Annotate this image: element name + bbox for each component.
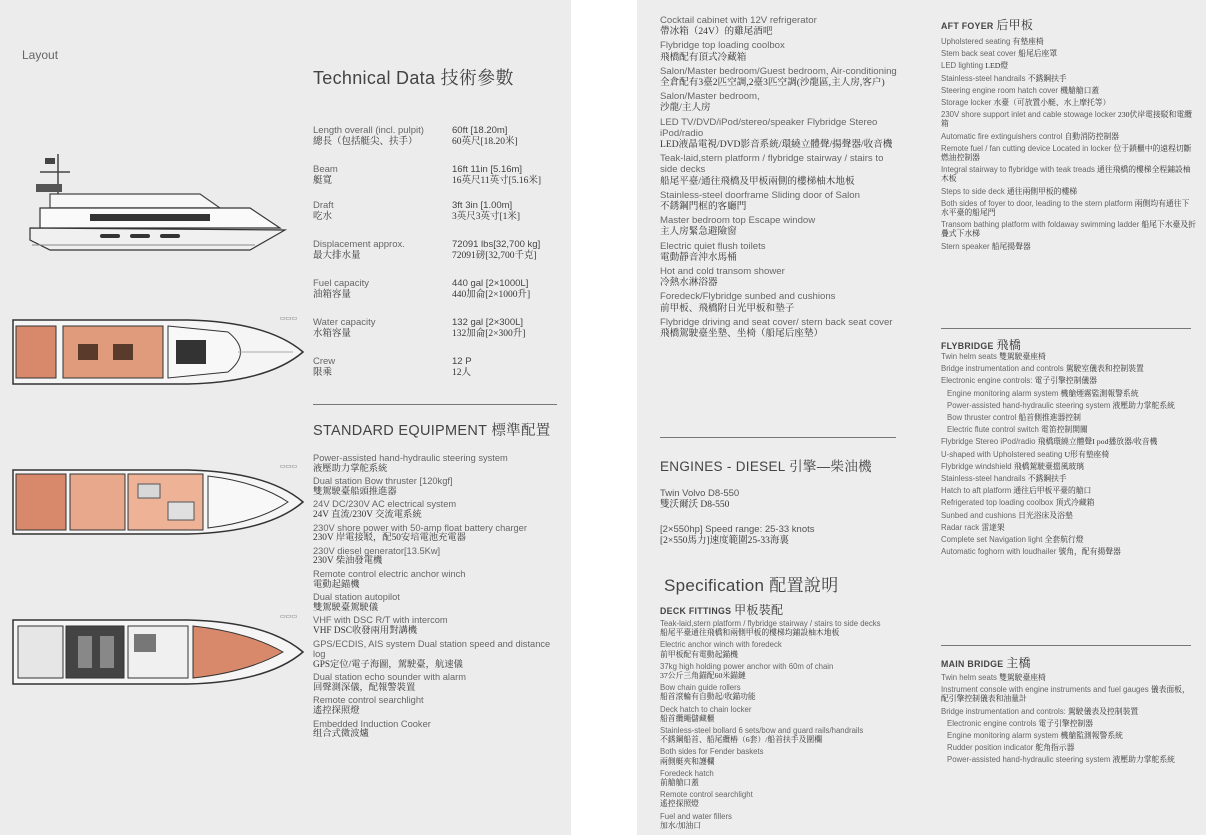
list-item [941, 474, 1196, 483]
item-en: Automatic foghorn with loudhailer [941, 547, 1057, 557]
item-cn: GPS定位/電子海圖，駕駛臺，航速儀 [313, 659, 463, 670]
item-en: Stainless-steel handrails [941, 73, 1026, 83]
item-en: Sunbed and cushions [941, 510, 1016, 520]
list-item [660, 726, 915, 744]
item-cn: 飛橋駕駛臺擋風玻璃 [1013, 461, 1084, 471]
item-cn: 船首纜繩儲藏櫃 [660, 713, 715, 723]
spec-label-en: Displacement approx. [313, 239, 405, 250]
engine-speed-cn: [2×550馬力]速度範圍25-33海裏 [660, 535, 789, 546]
item-en: Both sides for Fender baskets [660, 747, 764, 757]
item-cn: 船尾平臺/通往飛橋及甲板兩側的樓梯柚木地板 [660, 175, 855, 187]
spec-label-en: Water capacity [313, 317, 376, 328]
item-cn: 儀表面板，配引擎控制儀表和油量計 [941, 685, 1190, 704]
item-en: VHF with DSC R/T with intercom [313, 615, 448, 626]
item-cn: 有墊座椅 [1012, 37, 1044, 46]
divider [941, 645, 1191, 646]
list-item [941, 61, 1196, 70]
item-en: 230V shore support inlet and cable stowage locker [941, 110, 1116, 120]
spec-value [452, 356, 571, 379]
item-en: Twin helm seats [941, 673, 997, 682]
list-item [313, 499, 558, 520]
list-item [941, 132, 1196, 141]
item-cn: 電動靜音沖水馬桶 [660, 251, 737, 263]
item-cn: 船尾下水臺及折疊式下水梯 [941, 220, 1196, 239]
item-cn: 不銹鋼門框的客廳門 [660, 201, 747, 213]
item-cn: 全套航行燈 [1044, 535, 1084, 545]
item-en: LED TV/DVD/iPod/stereo/speaker Flybridge Stereo iPod/radio [660, 116, 878, 139]
list-item [941, 450, 1196, 459]
list-item [660, 40, 900, 62]
spec-value-cn: 132加侖[2×300升] [452, 328, 526, 339]
item-cn: 電子引擎控制儀器 [1034, 376, 1097, 386]
list-item [941, 685, 1196, 703]
spec-label [313, 125, 451, 148]
item-cn: 主人房緊急避險窗 [660, 226, 737, 238]
item-cn: 船首滾輪有自動起/收錨功能 [660, 692, 756, 702]
spec-label [313, 239, 451, 262]
item-en: Steps to side deck [941, 186, 1005, 196]
list-item [941, 144, 1196, 162]
list-item [660, 91, 900, 113]
list-item [660, 266, 900, 288]
item-cn: 液壓助力掌舵系統 [313, 463, 388, 474]
spec-label [313, 356, 451, 379]
item-cn: 前艙艙口蓋 [660, 778, 699, 788]
list-item [941, 364, 1196, 373]
item-en: Flybridge windshield [941, 461, 1012, 471]
aft-foyer-heading-cn: 后甲板 [996, 18, 1034, 32]
list-item [941, 719, 1196, 728]
item-cn: 液壓助力掌舵系統 [1112, 755, 1175, 765]
item-cn: 頂式冷藏箱 [1055, 498, 1095, 508]
flybridge-plan-drawing [8, 312, 308, 392]
item-en: Power-assisted hand-hydraulic steering system [947, 400, 1111, 410]
item-en: Flybridge driving and seat cover/ stern back seat cover [660, 316, 893, 328]
item-cn: 回聲測深儀，配報警裝置 [313, 682, 416, 693]
spec-label-en: Draft [313, 200, 334, 211]
item-en: GPS/ECDIS, AIS system Dual station speed and distance log [313, 638, 551, 660]
item-cn: 不銹鋼扶手 [1027, 73, 1067, 83]
deck-fittings-heading-en: DECK FITTINGS [660, 606, 732, 616]
list-item [660, 790, 915, 808]
spec-value [452, 164, 571, 187]
item-en: Dual station autopilot [313, 592, 400, 603]
item-en: Stainless-steel doorframe Sliding door of Salon [660, 189, 860, 201]
item-en: Dual station echo sounder with alarm [313, 672, 466, 683]
item-cn: 帶冰箱（24V）的雞尾酒吧 [660, 26, 773, 38]
item-en: Dual station Bow thruster [120kgf] [313, 476, 453, 487]
list-item [313, 719, 558, 740]
item-en: Radar rack [941, 522, 980, 532]
item-en: Teak-laid,stern platform / flybridge stairway / stairs to side decks [660, 619, 881, 628]
item-cn: 機艙煙霧監測報警系統 [1060, 388, 1139, 398]
item-en: Power-assisted hand-hydraulic steering system [313, 453, 508, 463]
list-item [941, 389, 1196, 398]
item-en: Hatch to aft platform [941, 486, 1012, 496]
spec-value-cn: 12人 [452, 367, 472, 378]
item-en: Integral stairway to flybridge with teak treads [941, 165, 1095, 175]
spec-label-cn: 吃水 [313, 211, 333, 222]
list-item [660, 291, 900, 313]
engines-body [660, 488, 900, 547]
item-cn: 船尾后座罩 [1018, 49, 1058, 59]
list-item [941, 511, 1196, 520]
item-cn: 自動消防控制器 [1064, 131, 1120, 141]
list-item [313, 592, 558, 613]
item-cn: 駕駛儀表及控制裝置 [1068, 706, 1139, 716]
item-en: 37kg high holding power anchor with 60m of chain [660, 661, 834, 671]
item-en: Rudder position indicator [947, 743, 1034, 753]
item-en: Remote control searchlight [313, 695, 424, 706]
spec-label [313, 278, 451, 301]
item-cn: 飛橋配有頂式冷藏箱 [660, 51, 747, 63]
item-en: Electric quiet flush toilets [660, 240, 766, 252]
item-en: Bow chain guide rollers [660, 683, 741, 693]
item-en: Bow thruster control [947, 413, 1017, 423]
item-en: Hot and cold transom shower [660, 266, 785, 278]
item-cn: 不銹鋼扶手 [1027, 474, 1067, 484]
item-en: Flybridge top loading coolbox [660, 40, 785, 52]
list-item [660, 117, 900, 151]
item-en: Stern speaker [941, 241, 990, 251]
flybridge-heading-cn: 飛橋 [996, 338, 1022, 352]
layout-label: Layout [22, 48, 59, 62]
item-cn: 機艙艙口蓋 [1060, 85, 1100, 95]
list-item [660, 812, 915, 830]
list-item [941, 523, 1196, 532]
list-item [660, 619, 915, 637]
item-cn: 兩側均有通往下水平臺的船尾門 [941, 198, 1190, 218]
item-en: Storage locker [941, 98, 992, 108]
item-en: Engine monitoring alarm system [947, 731, 1059, 741]
spec-label-cn: 水箱容量 [313, 328, 352, 339]
item-cn: 電動起錨機 [313, 579, 360, 590]
item-en: Automatic fire extinguishers control [941, 131, 1063, 141]
spec-value-cn: 16英尺11英寸[5.16米] [452, 175, 542, 186]
spec-value-cn: 60英尺[18.20米] [452, 136, 518, 147]
item-cn: 日光浴床及浴墊 [1018, 510, 1073, 520]
list-item [313, 695, 558, 716]
list-item [941, 242, 1196, 251]
item-cn: 230伏岸電接駁和電纜箱 [941, 110, 1192, 129]
list-item [941, 86, 1196, 95]
list-item [660, 215, 900, 237]
item-cn: 加水/加油口 [660, 820, 702, 830]
item-cn: 雙駕駛臺座椅 [999, 352, 1046, 361]
item-cn: 舵角指示器 [1035, 743, 1075, 753]
spec-label-cn: 最大排水量 [313, 250, 361, 261]
item-cn: VHF DSC收發兩用對講機 [313, 625, 418, 636]
item-en: Salon/Master bedroom, [660, 91, 760, 103]
left-page [0, 0, 571, 835]
item-en: Electronic engine controls: [941, 376, 1033, 386]
item-en: Stainless-steel bollard 6 sets/bow and guard rails/handrails [660, 726, 864, 736]
list-item [660, 640, 915, 658]
spec-value-en: 12 P [452, 356, 472, 367]
aft-foyer-heading [941, 16, 1033, 33]
list-item [313, 672, 558, 693]
list-item [941, 110, 1196, 128]
list-item [941, 187, 1196, 196]
list-item [660, 747, 915, 765]
spec-value-en: 440 gal [2×1000L] [452, 278, 529, 289]
list-item [660, 15, 900, 37]
list-item [313, 523, 558, 544]
list-item [941, 437, 1196, 446]
list-item [941, 413, 1196, 422]
item-en: Electric flute control switch [947, 425, 1039, 435]
item-en: Foredeck/Flybridge sunbed and cushions [660, 291, 836, 303]
list-item [660, 66, 900, 88]
list-item [941, 731, 1196, 740]
spec-value [452, 278, 571, 301]
spec-label-en: Length overall (incl. pulpit) [313, 125, 424, 136]
list-item [313, 639, 558, 671]
deck-fittings-heading-cn: 甲板裝配 [734, 603, 784, 617]
item-cn: 前甲板配有電動起錨機 [660, 649, 738, 659]
item-en: Refrigerated top loading coolbox [941, 498, 1054, 508]
yacht-profile-drawing [10, 150, 295, 265]
spec-label [313, 200, 451, 223]
item-cn: 不銹鋼船首、船尾纜樁（6套）/船首扶手及圍欄 [660, 735, 823, 745]
item-en: 230V shore power with 50-amp float battery charger [313, 522, 527, 533]
item-en: U-shaped with Upholstered seating [941, 449, 1063, 459]
item-cn: 230V 岸電接駁，配50安培電池充電器 [313, 533, 466, 544]
item-cn: 沙龍/主人房 [660, 102, 711, 114]
spec-label-cn: 總長（包括艇尖、扶手） [313, 136, 418, 147]
list-item [313, 546, 558, 567]
item-en: Instrument console with engine instruments and fuel gauges [941, 685, 1149, 695]
item-en: Engine monitoring alarm system [947, 388, 1059, 398]
item-en: Electronic engine controls [947, 718, 1037, 728]
item-cn: 船尾揚聲器 [991, 241, 1031, 251]
item-cn: 船尾平臺通往飛橋和兩側甲板的樓梯均鋪設柚木地板 [660, 628, 840, 638]
main-bridge-list [941, 673, 1196, 768]
item-cn: 前甲板、飛橋附日光甲板和墊子 [660, 302, 795, 314]
item-cn: 飛橋駕駛臺坐墊、坐椅（船尾后座墊） [660, 328, 824, 340]
main-bridge-heading-en: MAIN BRIDGE [941, 659, 1004, 669]
spec-value-en: 16ft 11in [5.16m] [452, 164, 523, 175]
item-en: Electric anchor winch with foredeck [660, 640, 782, 650]
item-en: Remote control electric anchor winch [313, 568, 466, 579]
item-cn: 37公斤三角錨配60米錨鏈 [660, 671, 746, 681]
item-cn: LED液晶電視/DVD影音系統/環繞立體聲/揚聲器/收音機 [660, 139, 893, 151]
item-en: 230V diesel generator[13.5Kw] [313, 545, 441, 556]
list-item [941, 673, 1196, 682]
item-en: Stem back seat cover [941, 49, 1016, 59]
item-cn: 駕駛室儀表和控制裝置 [1065, 364, 1144, 374]
main-bridge-heading-cn: 主橋 [1006, 656, 1031, 670]
svg-text:▭▭▭: ▭▭▭ [280, 464, 298, 470]
item-cn: 24V 直流/230V 交流電系統 [313, 509, 422, 520]
spec-value-en: 3ft 3in [1.00m] [452, 200, 513, 211]
spec-value-cn: 72091磅[32,700千克] [452, 250, 537, 261]
list-item [660, 769, 915, 787]
lower-deck-plan-drawing [8, 612, 308, 692]
item-en: Power-assisted hand-hydraulic steering system [947, 755, 1111, 765]
aft-foyer-list [941, 37, 1196, 254]
main-deck-plan-drawing [8, 462, 308, 542]
spec-label [313, 317, 451, 340]
item-en: Steering engine room hatch cover [941, 85, 1059, 95]
list-item [941, 755, 1196, 764]
spec-label [313, 164, 451, 187]
item-cn: 雙駕駛臺駕駛儀 [313, 602, 379, 613]
spec-value [452, 200, 571, 223]
item-cn: 電子引擎控制器 [1038, 718, 1094, 728]
spec-label-en: Crew [313, 356, 336, 367]
flybridge-heading-en: FLYBRIDGE [941, 341, 994, 351]
amenities-list [660, 15, 900, 342]
item-cn: U形有墊座椅 [1064, 449, 1110, 459]
svg-text:▭▭▭: ▭▭▭ [280, 316, 298, 322]
item-en: Bridge instrumentation and controls [941, 364, 1064, 374]
spec-label-en: Fuel capacity [313, 278, 369, 289]
list-item [660, 683, 915, 701]
list-item [941, 49, 1196, 58]
flybridge-heading [941, 336, 1021, 353]
item-en: 24V DC/230V AC electrical system [313, 499, 457, 510]
item-cn: 通往后甲板平臺的艙口 [1013, 486, 1092, 496]
item-en: Salon/Master bedroom/Guest bedroom, Air-conditioning [660, 65, 897, 77]
spec-value [452, 317, 571, 340]
item-en: Foredeck hatch [660, 768, 714, 778]
item-cn: 雙駕駛臺船頭推進器 [313, 486, 397, 497]
list-item [941, 376, 1196, 385]
engine-model-en: Twin Volvo D8-550 [660, 488, 740, 499]
item-en: Master bedroom top Escape window [660, 215, 816, 227]
item-cn: 機艙監測報警系統 [1060, 731, 1123, 741]
list-item [941, 98, 1196, 107]
divider [660, 437, 896, 438]
specification-title: Specification 配置說明 [664, 576, 839, 595]
standard-equipment-list [313, 453, 558, 742]
list-item [313, 476, 558, 497]
list-item [660, 705, 915, 723]
spec-value-en: 132 gal [2×300L] [452, 317, 524, 328]
item-en: Deck hatch to chain locker [660, 704, 752, 714]
spec-value-en: 60ft [18.20m] [452, 125, 508, 136]
item-en: Remote fuel / fan cutting device Located in locker [941, 143, 1112, 153]
spec-label-cn: 艇寬 [313, 175, 333, 186]
item-en: Cocktail cabinet with 12V refrigerator [660, 15, 817, 26]
spec-value-cn: 3英尺3英寸[1米] [452, 211, 521, 222]
item-cn: 遙控探照燈 [660, 799, 699, 809]
engine-model-cn: 雙沃爾沃 D8-550 [660, 499, 730, 510]
list-item [660, 153, 900, 187]
flybridge-list [941, 352, 1196, 559]
list-item [941, 547, 1196, 556]
item-en: Both sides of foyer to door, leading to the stern platform [941, 198, 1133, 208]
item-en: Flybridge Stereo iPod/radio [941, 437, 1036, 447]
item-cn: 230V 柴油發電機 [313, 556, 383, 567]
list-item [660, 190, 900, 212]
item-cn: 通往兩側甲板的樓梯 [1006, 186, 1078, 196]
item-en: Teak-laid,stern platform / flybridge stairway / stairs to side decks [660, 153, 884, 176]
item-cn: 號角，配有揚聲器 [1058, 547, 1121, 557]
item-cn: 雙駕駛臺座椅 [999, 673, 1046, 682]
item-en: Twin helm seats [941, 352, 997, 361]
item-cn: 液壓助力掌舵系統 [1112, 400, 1175, 410]
list-item [313, 569, 558, 590]
spec-label-en: Beam [313, 164, 338, 175]
item-cn: 冷熱水淋浴器 [660, 277, 718, 289]
spec-label-cn: 油箱容量 [313, 289, 352, 300]
item-en: LED lighting [941, 61, 984, 71]
spec-value-en: 72091 lbs[32,700 kg] [452, 239, 541, 250]
svg-text:▭▭▭: ▭▭▭ [280, 614, 298, 620]
list-item [660, 241, 900, 263]
item-en: Stainless-steel handrails [941, 474, 1026, 484]
item-cn: 组合式微波爐 [313, 729, 369, 740]
spec-value-cn: 440加侖[2×1000升] [452, 289, 531, 300]
spec-label-cn: 限乘 [313, 367, 333, 378]
list-item [941, 498, 1196, 507]
list-item [941, 220, 1196, 238]
item-cn: 水臺（可放置小艇、水上摩托等） [993, 98, 1111, 108]
divider [941, 328, 1191, 329]
item-en: Fuel and water fillers [660, 811, 732, 821]
list-item [941, 74, 1196, 83]
list-item [941, 743, 1196, 752]
list-item [941, 486, 1196, 495]
list-item [660, 317, 900, 339]
item-cn: LED燈 [985, 61, 1009, 71]
item-en: Transom bathing platform with foldaway swimming ladder [941, 220, 1140, 230]
standard-equipment-title: STANDARD EQUIPMENT 標準配置 [313, 423, 551, 439]
item-en: Remote control searchlight [660, 790, 753, 800]
item-en: Upholstered seating [941, 37, 1011, 46]
list-item [941, 37, 1196, 46]
list-item [941, 707, 1196, 716]
engines-title: ENGINES - DIESEL 引擎—柴油機 [660, 459, 872, 474]
deck-fittings-heading [660, 601, 783, 618]
item-cn: 通往飛橋的樓梯全程鋪設柚木板 [941, 165, 1191, 184]
deck-fittings-list [660, 619, 915, 833]
main-bridge-heading [941, 654, 1031, 671]
item-cn: 兩側艇夾和護欄 [660, 756, 715, 766]
engine-speed-en: [2×550hp] Speed range: 25-33 knots [660, 524, 815, 535]
item-en: Embedded Induction Cooker [313, 718, 431, 729]
item-cn: 飛橋環繞立體聲I pod播放器/收音機 [1037, 437, 1158, 447]
spec-value [452, 239, 571, 262]
item-cn: 全倉配有3臺2匹空調,2臺3匹空調(沙龍區,主人房,客户) [660, 77, 885, 89]
technical-data-title: Technical Data 技術參數 [313, 68, 514, 88]
item-cn: 船首側推進器控制 [1018, 413, 1081, 423]
aft-foyer-heading-en: AFT FOYER [941, 21, 994, 31]
list-item [313, 453, 558, 474]
spec-value [452, 125, 571, 148]
item-en: Bridge instrumentation and controls: [941, 706, 1066, 716]
item-cn: 遙控探照燈 [313, 706, 360, 717]
list-item [941, 535, 1196, 544]
divider [313, 404, 557, 405]
list-item [313, 615, 558, 636]
list-item [941, 462, 1196, 471]
item-en: Complete set Navigation light [941, 535, 1043, 545]
list-item [941, 352, 1196, 361]
item-cn: 位于鎖櫃中的遠程切斷燃油控制器 [941, 143, 1192, 163]
list-item [941, 199, 1196, 217]
list-item [941, 165, 1196, 183]
list-item [941, 401, 1196, 410]
list-item [941, 425, 1196, 434]
list-item [660, 662, 915, 680]
item-cn: 電笛控制開關 [1041, 425, 1088, 435]
item-cn: 雷達架 [981, 522, 1005, 532]
